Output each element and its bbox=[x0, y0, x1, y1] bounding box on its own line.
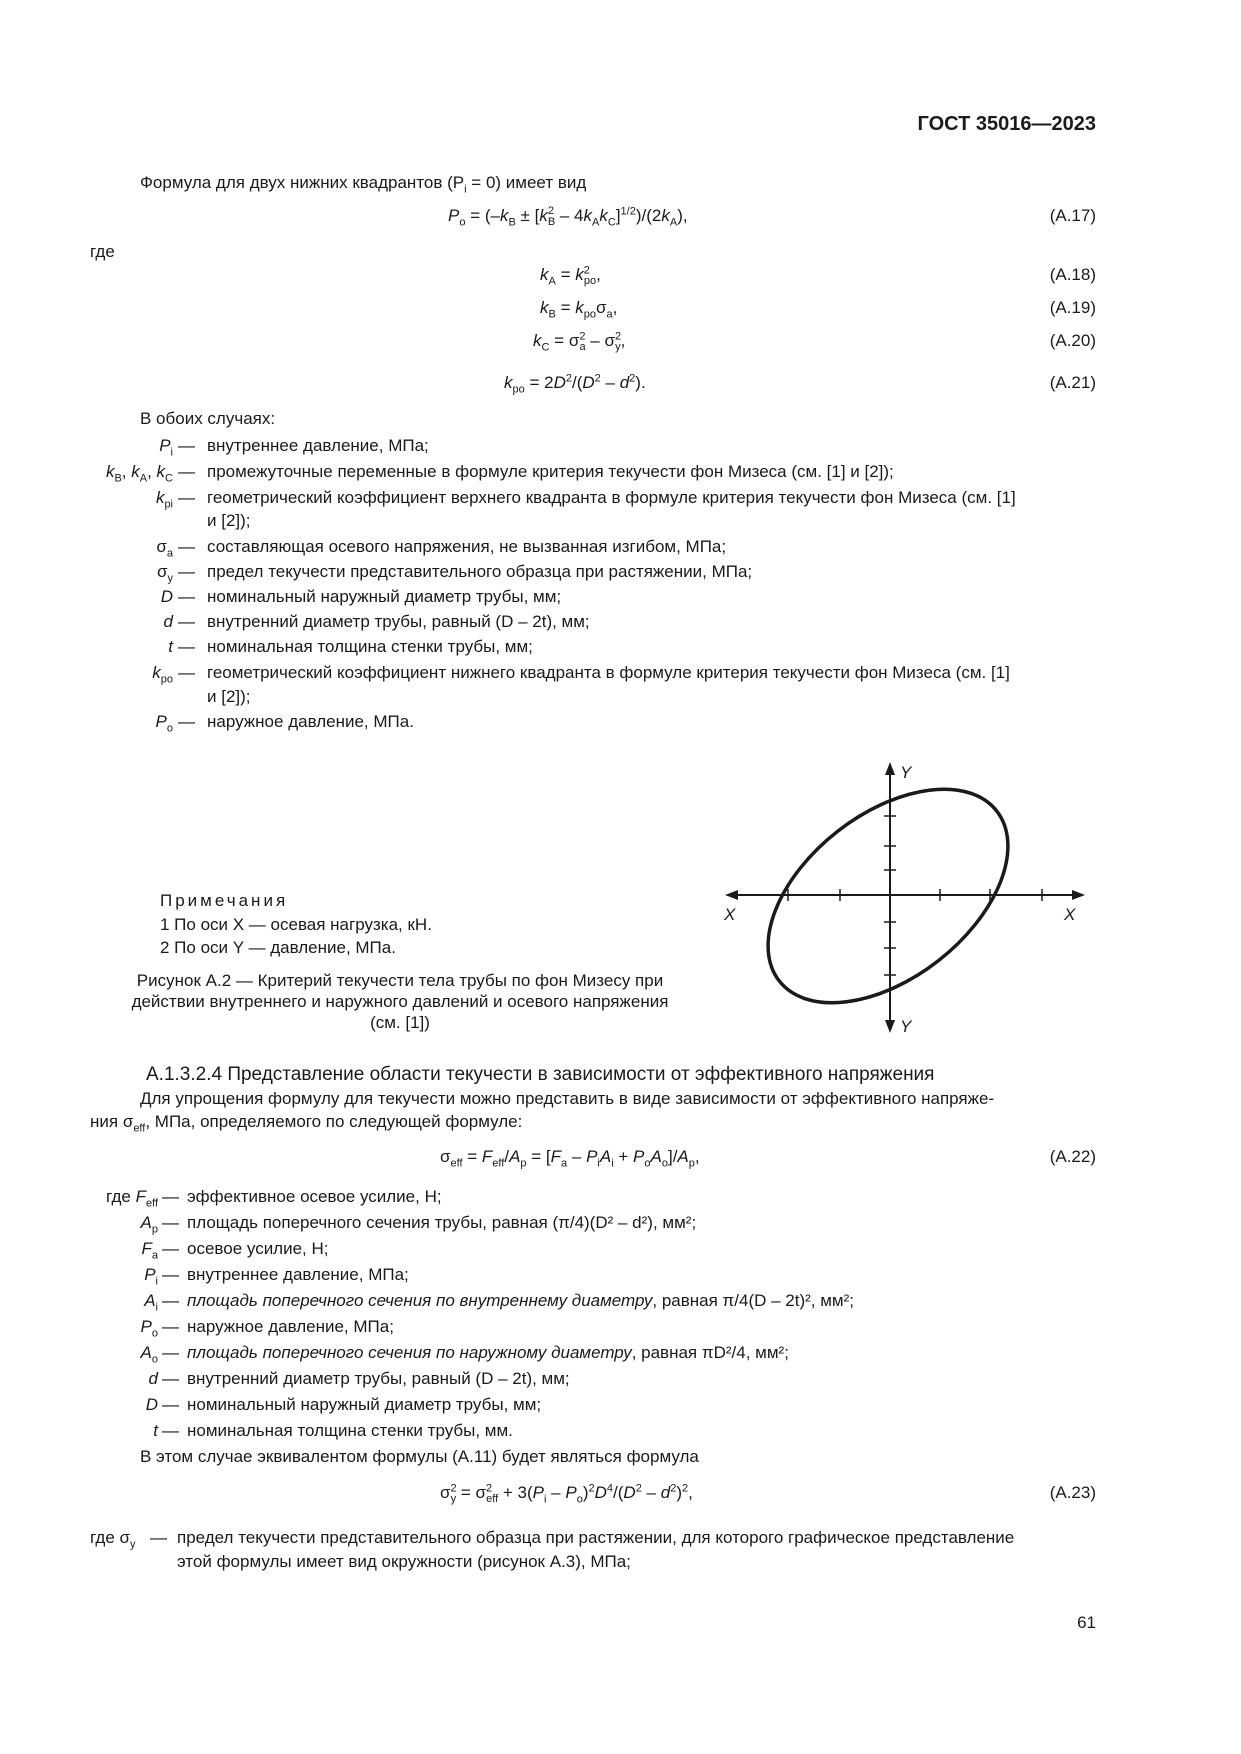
dash: — bbox=[178, 488, 195, 507]
equation-number: (A.23) bbox=[1049, 1483, 1096, 1502]
definition: внутреннее давление, МПа; bbox=[187, 1265, 409, 1284]
y-axis-arrow-bottom bbox=[885, 1020, 895, 1033]
definition: геометрический коэффициент нижнего квадранта в формуле критерия текучести фон Мизеса (см. [1] bbox=[207, 663, 1010, 682]
y-axis-arrow-top bbox=[885, 762, 895, 775]
dash: — bbox=[178, 663, 195, 682]
paragraph-line: Для упрощения формулу для текучести можно представить в виде зависимости от эффективного напряже- bbox=[140, 1089, 995, 1108]
dash: — bbox=[178, 637, 195, 656]
dash: — bbox=[178, 537, 195, 556]
equation-number: (A.18) bbox=[1049, 265, 1096, 284]
symbol-po: $P_o$ bbox=[140, 1317, 158, 1340]
note-2: 2 По оси Y — давление, МПа. bbox=[160, 938, 396, 957]
both-cases-label: В обоих случаях: bbox=[140, 409, 276, 428]
dash: — bbox=[178, 612, 195, 631]
symbol-kpi: $k_{pi}$ bbox=[155, 488, 173, 511]
definition: номинальная толщина стенки трубы, мм; bbox=[207, 637, 533, 656]
definition-continuation: и [2]); bbox=[207, 687, 251, 706]
dash: — bbox=[162, 1317, 179, 1336]
notes-title: Примечания bbox=[160, 891, 289, 910]
symbol-fa: $F_a$ bbox=[141, 1239, 158, 1262]
equation-number: (A.17) bbox=[1049, 206, 1096, 225]
dash: — bbox=[162, 1239, 179, 1258]
definition: площадь поперечного сечения по наружному диаметру, равная πD²/4, мм²; bbox=[187, 1343, 789, 1362]
definition: предел текучести представительного образца при растяжении, для которого графическое представление bbox=[177, 1528, 1015, 1547]
dash: — bbox=[162, 1421, 179, 1440]
symbol-ai: $A_i$ bbox=[144, 1291, 158, 1314]
formula-a22: $\sigma_{eff} = F_{eff}/A_p = [F_a - P_iA_i + P_oA_o]/A_p$, bbox=[440, 1147, 700, 1170]
axis-label-x-right: X bbox=[1064, 905, 1076, 924]
formula-a19: $k_B = k_{po}\sigma_a$, bbox=[540, 298, 618, 321]
x-axis-arrow-right bbox=[1072, 890, 1085, 900]
symbol-kb-ka-kc: $k_B$, $k_A$, $k_C$ bbox=[105, 462, 173, 485]
paragraph-line: ния $\sigma_{eff}$, МПа, определяемого по следующей формуле: bbox=[90, 1112, 523, 1135]
symbol-pi: $P_i$ bbox=[144, 1265, 158, 1288]
definition: внутреннее давление, МПа; bbox=[207, 436, 429, 455]
intro-paragraph: Формула для двух нижних квадрантов $(P_i = 0)$ имеет вид bbox=[140, 173, 587, 196]
symbol-sigma-y: где $\sigma_y$ bbox=[90, 1528, 136, 1551]
equation-number: (A.21) bbox=[1049, 373, 1096, 392]
formula-a23: $\sigma^2_y = \sigma^2_{eff} + 3(P_i - P_o)^2D^4/(D^2 - d^2)^2$, bbox=[440, 1482, 693, 1506]
definition: эффективное осевое усилие, Н; bbox=[187, 1187, 442, 1206]
symbol-t: t bbox=[153, 1421, 158, 1440]
definition: наружное давление, МПа. bbox=[207, 712, 414, 731]
definition: номинальный наружный диаметр трубы, мм; bbox=[187, 1395, 542, 1414]
definition-continuation: и [2]); bbox=[207, 511, 251, 530]
symbol-pi: $P_i$ bbox=[159, 436, 173, 459]
dash: — bbox=[162, 1369, 179, 1388]
definition: геометрический коэффициент верхнего квадранта в формуле критерия текучести фон Мизеса (см. [1] bbox=[207, 488, 1016, 507]
dash: — bbox=[178, 587, 195, 606]
x-axis-arrow-left bbox=[725, 890, 738, 900]
dash: — bbox=[178, 462, 195, 481]
document-code: ГОСТ 35016—2023 bbox=[917, 113, 1096, 135]
definition: номинальный наружный диаметр трубы, мм; bbox=[207, 587, 562, 606]
dash: — bbox=[162, 1213, 179, 1232]
page-number: 61 bbox=[1077, 1613, 1096, 1632]
yield-ellipse bbox=[729, 760, 1047, 1040]
symbol-sigma-y: $\sigma_y$ bbox=[157, 562, 173, 585]
dash: — bbox=[178, 712, 195, 731]
dash: — bbox=[162, 1187, 179, 1206]
definition: наружное давление, МПа; bbox=[187, 1317, 394, 1336]
paragraph-line: В этом случае эквивалентом формулы (A.11) будет являться формула bbox=[140, 1447, 699, 1466]
symbol-ap: $A_p$ bbox=[140, 1213, 158, 1236]
axis-label-x-left: X bbox=[724, 905, 736, 924]
definition: составляющая осевого напряжения, не вызванная изгибом, МПа; bbox=[207, 537, 727, 556]
dash: — bbox=[178, 436, 195, 455]
symbol-feff: где $F_{eff}$ bbox=[106, 1187, 158, 1210]
definition: предел текучести представительного образца при растяжении, МПа; bbox=[207, 562, 753, 581]
section-heading: A.1.3.2.4 Представление области текучести в зависимости от эффективного напряжения bbox=[146, 1064, 935, 1085]
symbol-d-outer: D bbox=[145, 1395, 158, 1414]
definition: площадь поперечного сечения трубы, равная (π/4)(D² – d²), мм²; bbox=[187, 1213, 697, 1232]
symbol-kpo: $k_{po}$ bbox=[152, 663, 173, 686]
note-1: 1 По оси X — осевая нагрузка, кН. bbox=[160, 915, 432, 934]
formula-a20: $k_C = \sigma^2_a - \sigma^2_y$, bbox=[533, 330, 626, 354]
dash: — bbox=[150, 1528, 167, 1547]
where-label: где bbox=[90, 242, 115, 261]
symbol-po: $P_o$ bbox=[155, 712, 173, 735]
definition: промежуточные переменные в формуле критерия текучести фон Мизеса (см. [1] и [2]); bbox=[207, 462, 894, 481]
definition: внутренний диаметр трубы, равный (D – 2t), мм; bbox=[207, 612, 590, 631]
axis-label-y-top: Y bbox=[900, 763, 912, 782]
definition: площадь поперечного сечения по внутреннему диаметру, равная π/4(D – 2t)², мм²; bbox=[187, 1291, 854, 1310]
symbol-d-outer: D bbox=[160, 587, 173, 606]
formula-a21: $k_{po} = 2D^2/(D^2 - d^2)$. bbox=[504, 372, 646, 396]
formula-a17: $P_o = (-k_B \pm [k$ 2 B – $4k_Ak_C]^{1/2})/(2k_A)$, bbox=[448, 204, 688, 229]
definition-continuation: этой формулы имеет вид окружности (рисунок A.3), МПа; bbox=[177, 1552, 631, 1571]
axis-label-y-bottom: Y bbox=[900, 1017, 912, 1036]
symbol-sigma-a: $\sigma_a$ bbox=[156, 537, 173, 560]
symbol-t: t bbox=[168, 637, 173, 656]
definition: внутренний диаметр трубы, равный (D – 2t), мм; bbox=[187, 1369, 570, 1388]
dash: — bbox=[162, 1265, 179, 1284]
definition: номинальная толщина стенки трубы, мм. bbox=[187, 1421, 513, 1440]
symbol-ao: $A_o$ bbox=[140, 1343, 158, 1366]
symbol-d-inner: d bbox=[148, 1369, 158, 1388]
equation-number: (A.22) bbox=[1049, 1147, 1096, 1166]
formula-a18: $k_A = k^2_{po}$, bbox=[540, 264, 601, 288]
symbol-d-inner: d bbox=[163, 612, 173, 631]
dash: — bbox=[162, 1343, 179, 1362]
dash: — bbox=[178, 562, 195, 581]
von-mises-ellipse-diagram bbox=[720, 760, 1100, 1040]
equation-number: (A.20) bbox=[1049, 331, 1096, 350]
dash: — bbox=[162, 1291, 179, 1310]
dash: — bbox=[162, 1395, 179, 1414]
figure-caption: Рисунок A.2 — Критерий текучести тела трубы по фон Мизесу при действии внутреннего и наружного давлений и осевого напряжения (см. [1]) bbox=[131, 971, 669, 1032]
definition: осевое усилие, Н; bbox=[187, 1239, 329, 1258]
equation-number: (A.19) bbox=[1049, 298, 1096, 317]
